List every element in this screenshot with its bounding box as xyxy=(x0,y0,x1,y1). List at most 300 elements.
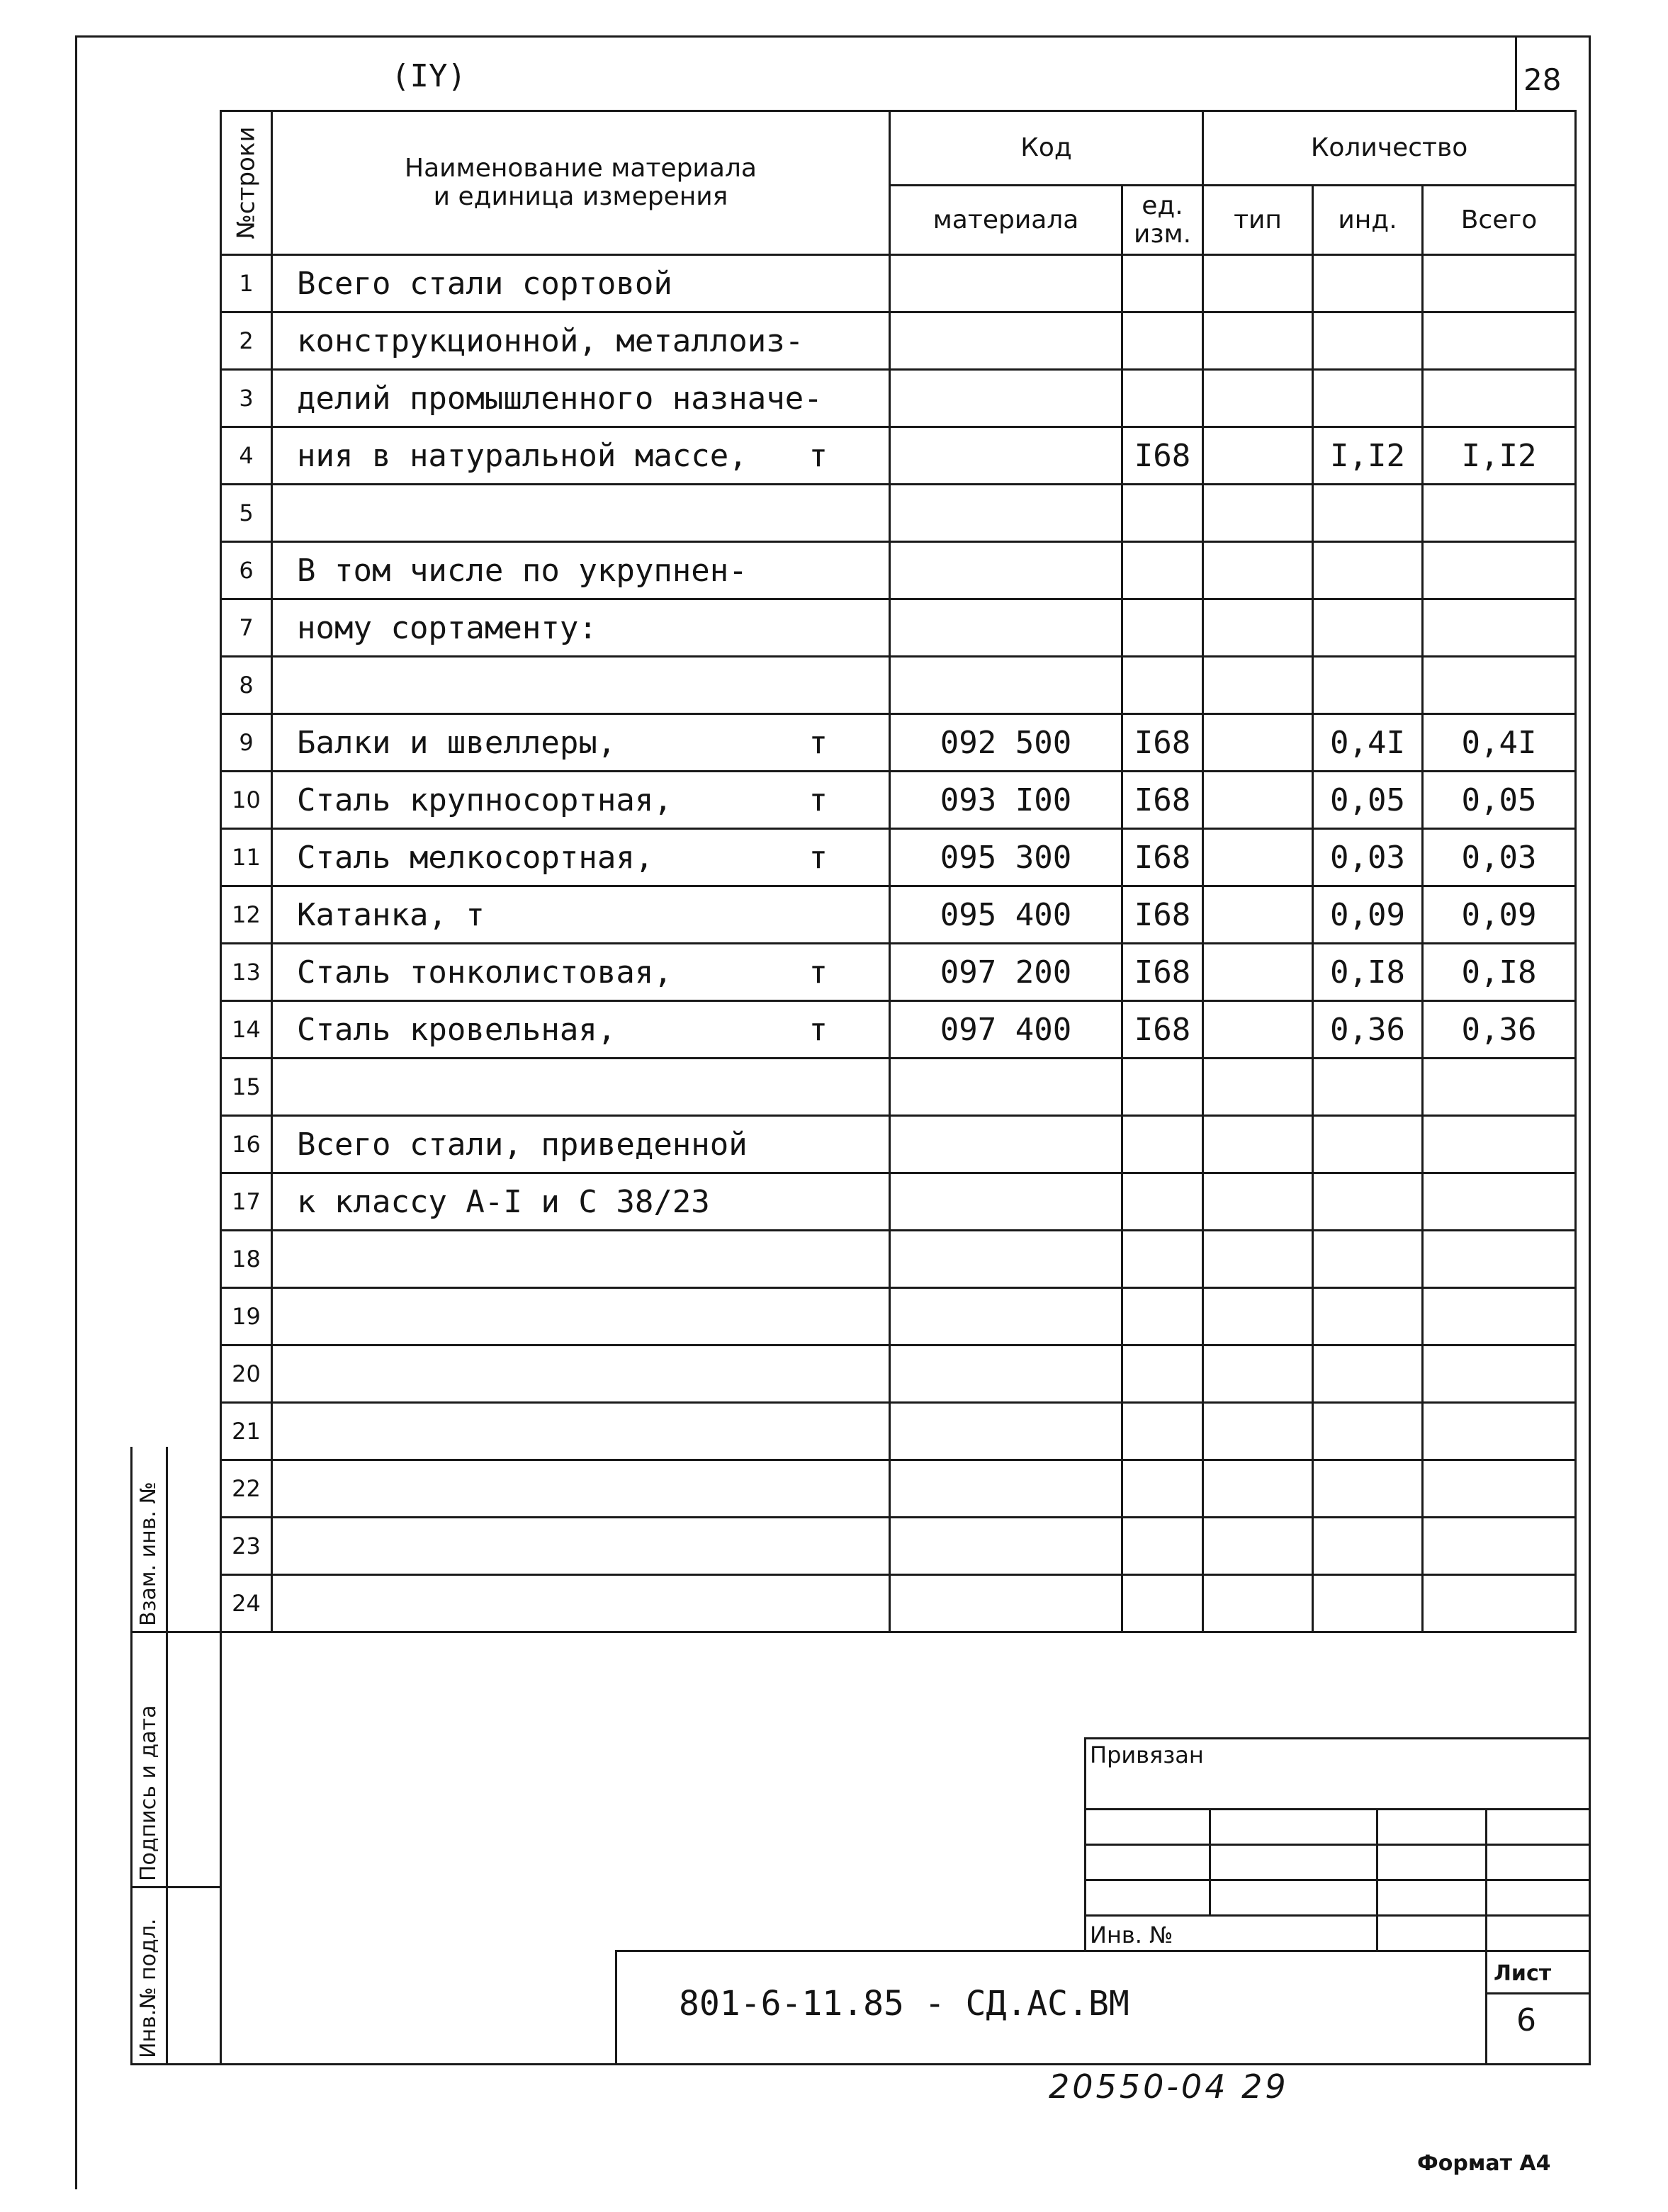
stamp-main-top xyxy=(615,1950,1591,1952)
archive-number: 20550-04 29 xyxy=(1049,2067,1289,2106)
material-code: 097 200 xyxy=(940,954,1072,991)
quantity-ind-cell xyxy=(1313,772,1423,829)
quantity-total-cell xyxy=(1423,657,1576,714)
quantity-ind: 0,I8 xyxy=(1330,954,1405,991)
unit-code-cell xyxy=(1122,657,1203,714)
material-name: Балки и швеллеры, xyxy=(297,724,616,761)
row-number-cell xyxy=(221,714,272,772)
stamp-grid-row4 xyxy=(1084,1914,1591,1917)
material-code-cell xyxy=(890,1345,1122,1403)
table-row xyxy=(221,485,1576,542)
quantity-ind-cell xyxy=(1313,1231,1423,1288)
quantity-ind-cell xyxy=(1313,944,1423,1001)
quantity-total-cell xyxy=(1423,944,1576,1001)
stamp-inv-no-label: Инв. № xyxy=(1090,1922,1173,1948)
material-name-cell xyxy=(272,485,890,542)
quantity-type-cell xyxy=(1203,1345,1313,1403)
material-name-cell xyxy=(272,1116,890,1173)
quantity-ind-cell xyxy=(1313,370,1423,427)
unit-code-cell xyxy=(1122,1173,1203,1231)
row-number-cell xyxy=(221,1403,272,1460)
quantity-total-cell xyxy=(1423,599,1576,657)
table-row xyxy=(221,1345,1576,1403)
header-row-number xyxy=(221,111,272,255)
unit-code-cell xyxy=(1122,255,1203,312)
row-number-cell xyxy=(221,1001,272,1059)
unit-code: I68 xyxy=(1134,724,1191,761)
row-number: 19 xyxy=(232,1303,261,1330)
quantity-ind-cell xyxy=(1313,886,1423,944)
quantity-ind-cell xyxy=(1313,427,1423,485)
row-number-cell xyxy=(221,427,272,485)
quantity-total: 0,I8 xyxy=(1461,954,1537,991)
material-code-cell xyxy=(890,944,1122,1001)
header-total: Всего xyxy=(1423,186,1576,255)
row-number: 7 xyxy=(239,614,254,641)
stamp-privyazan-top xyxy=(1084,1737,1591,1739)
unit-code: I68 xyxy=(1134,781,1191,818)
quantity-total-cell xyxy=(1423,1001,1576,1059)
row-number-cell xyxy=(221,886,272,944)
format-label: Формат А4 xyxy=(1417,2151,1551,2176)
quantity-type-cell xyxy=(1203,255,1313,312)
unit-code-cell xyxy=(1122,370,1203,427)
row-number: 11 xyxy=(232,844,261,871)
table-row xyxy=(221,829,1576,886)
quantity-ind-cell xyxy=(1313,1001,1423,1059)
row-number: 4 xyxy=(239,442,254,469)
header-unit xyxy=(1122,186,1203,255)
material-name-cell xyxy=(272,657,890,714)
quantity-total: 0,05 xyxy=(1461,781,1537,818)
table-row xyxy=(221,1460,1576,1518)
header-unit-line2: изм. xyxy=(1133,219,1192,249)
stamp-grid-col2 xyxy=(1376,1808,1378,1950)
row-number-cell xyxy=(221,255,272,312)
material-name: конструкционной, металлоиз- xyxy=(297,322,804,359)
quantity-total-cell xyxy=(1423,485,1576,542)
page-number-box-left xyxy=(1515,35,1517,110)
row-number: 23 xyxy=(232,1533,261,1559)
material-code: 092 500 xyxy=(940,724,1072,761)
material-code-cell xyxy=(890,312,1122,370)
row-number-cell xyxy=(221,657,272,714)
header-material-code: материала xyxy=(890,186,1122,255)
table-row xyxy=(221,1059,1576,1116)
material-name-cell xyxy=(272,829,890,886)
quantity-ind-cell xyxy=(1313,657,1423,714)
quantity-total-cell xyxy=(1423,714,1576,772)
row-number-cell xyxy=(221,1345,272,1403)
side-label-vzam: Взам. инв. № xyxy=(136,1482,161,1626)
material-name: В том числе по укрупнен- xyxy=(297,552,748,589)
material-code-cell xyxy=(890,1518,1122,1575)
quantity-total: 0,09 xyxy=(1461,896,1537,933)
material-name: Сталь мелкосортная, xyxy=(297,839,654,876)
material-name: Сталь кровельная, xyxy=(297,1011,616,1048)
table-row xyxy=(221,1173,1576,1231)
material-code-cell xyxy=(890,599,1122,657)
table-row xyxy=(221,1231,1576,1288)
table-row xyxy=(221,886,1576,944)
quantity-ind-cell xyxy=(1313,1288,1423,1345)
quantity-ind: I,I2 xyxy=(1330,437,1405,474)
side-strip-divider2 xyxy=(130,1886,220,1888)
row-number-cell xyxy=(221,312,272,370)
quantity-total-cell xyxy=(1423,772,1576,829)
row-number-cell xyxy=(221,1460,272,1518)
quantity-total-cell xyxy=(1423,312,1576,370)
quantity-type-cell xyxy=(1203,1575,1313,1632)
quantity-total-cell xyxy=(1423,427,1576,485)
table-row xyxy=(221,370,1576,427)
unit-code-cell xyxy=(1122,1518,1203,1575)
quantity-ind: 0,03 xyxy=(1330,839,1405,876)
table-left-extension xyxy=(220,1623,222,2065)
quantity-ind-cell xyxy=(1313,1345,1423,1403)
table-row xyxy=(221,1575,1576,1632)
header-material-name xyxy=(272,111,890,255)
row-number-cell xyxy=(221,1231,272,1288)
quantity-type-cell xyxy=(1203,657,1313,714)
materials-table xyxy=(220,110,1577,1633)
row-number-cell xyxy=(221,599,272,657)
unit-code: I68 xyxy=(1134,954,1191,991)
quantity-type-cell xyxy=(1203,714,1313,772)
stamp-grid-col1 xyxy=(1209,1808,1211,1914)
table-row xyxy=(221,255,1576,312)
material-code: 095 300 xyxy=(940,839,1072,876)
material-name-cell xyxy=(272,255,890,312)
row-number-cell xyxy=(221,1518,272,1575)
table-row xyxy=(221,1403,1576,1460)
row-number-cell xyxy=(221,944,272,1001)
quantity-type-cell xyxy=(1203,1116,1313,1173)
quantity-total-cell xyxy=(1423,1059,1576,1116)
page-number: 28 xyxy=(1523,62,1562,97)
unit-code-cell xyxy=(1122,599,1203,657)
quantity-ind: 0,09 xyxy=(1330,896,1405,933)
row-number: 20 xyxy=(232,1360,261,1387)
row-number-cell xyxy=(221,1288,272,1345)
stamp-list-label: Лист xyxy=(1494,1961,1552,1986)
quantity-ind-cell xyxy=(1313,1460,1423,1518)
material-code-cell xyxy=(890,1231,1122,1288)
unit-code-cell xyxy=(1122,1059,1203,1116)
row-number-cell xyxy=(221,1575,272,1632)
unit-code-cell xyxy=(1122,1345,1203,1403)
table-row xyxy=(221,714,1576,772)
stamp-privyazan-label: Привязан xyxy=(1090,1742,1204,1768)
material-code: 093 I00 xyxy=(940,781,1072,818)
quantity-type-cell xyxy=(1203,944,1313,1001)
quantity-type-cell xyxy=(1203,1403,1313,1460)
material-name-cell xyxy=(272,370,890,427)
row-number: 3 xyxy=(239,385,254,412)
material-code-cell xyxy=(890,829,1122,886)
row-number: 14 xyxy=(232,1016,261,1043)
quantity-ind-cell xyxy=(1313,1116,1423,1173)
quantity-type-cell xyxy=(1203,485,1313,542)
material-name: делий промышленного назначе- xyxy=(297,380,823,417)
stamp-document-code: 801-6-11.85 - СД.АС.ВМ xyxy=(679,1984,1129,2024)
side-label-podpis: Подпись и дата xyxy=(136,1705,161,1881)
material-code-cell xyxy=(890,714,1122,772)
quantity-total-cell xyxy=(1423,1518,1576,1575)
material-code-cell xyxy=(890,657,1122,714)
material-code-cell xyxy=(890,427,1122,485)
quantity-ind: 0,05 xyxy=(1330,781,1405,818)
material-name-cell xyxy=(272,772,890,829)
quantity-total: 0,03 xyxy=(1461,839,1537,876)
quantity-ind-cell xyxy=(1313,1173,1423,1231)
quantity-total-cell xyxy=(1423,886,1576,944)
header-type: тип xyxy=(1203,186,1313,255)
quantity-total-cell xyxy=(1423,542,1576,599)
material-code-cell xyxy=(890,485,1122,542)
material-name: ному сортаменту: xyxy=(297,609,597,646)
unit-code-cell xyxy=(1122,714,1203,772)
stamp-grid-row2 xyxy=(1084,1844,1591,1846)
quantity-type-cell xyxy=(1203,542,1313,599)
material-code-cell xyxy=(890,1460,1122,1518)
stamp-grid-col3 xyxy=(1485,1808,1487,1950)
table-row xyxy=(221,1518,1576,1575)
quantity-ind-cell xyxy=(1313,1059,1423,1116)
material-code-cell xyxy=(890,542,1122,599)
header-unit-line1: ед. xyxy=(1142,191,1183,220)
table-row xyxy=(221,1001,1576,1059)
stamp-list-number: 6 xyxy=(1516,2002,1536,2038)
material-code-cell xyxy=(890,1116,1122,1173)
unit-code: I68 xyxy=(1134,1011,1191,1048)
unit-code-cell xyxy=(1122,312,1203,370)
table-row xyxy=(221,1116,1576,1173)
side-strip-inner xyxy=(166,1447,168,2065)
quantity-total-cell xyxy=(1423,1288,1576,1345)
frame-left-line xyxy=(75,35,77,2189)
quantity-total-cell xyxy=(1423,255,1576,312)
material-name-cell xyxy=(272,599,890,657)
material-name-cell xyxy=(272,1403,890,1460)
row-number: 22 xyxy=(232,1475,261,1502)
material-name-cell xyxy=(272,944,890,1001)
unit-code-cell xyxy=(1122,485,1203,542)
quantity-total-cell xyxy=(1423,1345,1576,1403)
material-name: Сталь тонколистовая, xyxy=(297,954,672,991)
quantity-total: I,I2 xyxy=(1461,437,1537,474)
quantity-ind-cell xyxy=(1313,312,1423,370)
header-row-number-label: №строки xyxy=(231,126,260,239)
row-number: 18 xyxy=(232,1246,261,1273)
material-name: Всего стали сортовой xyxy=(297,265,672,302)
material-code-cell xyxy=(890,1288,1122,1345)
quantity-type-cell xyxy=(1203,1518,1313,1575)
quantity-total-cell xyxy=(1423,1173,1576,1231)
quantity-ind-cell xyxy=(1313,542,1423,599)
unit-code-cell xyxy=(1122,1001,1203,1059)
material-code-cell xyxy=(890,370,1122,427)
stamp-list-left xyxy=(1485,1950,1487,2065)
unit-mark: т xyxy=(808,724,828,761)
material-code-cell xyxy=(890,1173,1122,1231)
unit-code-cell xyxy=(1122,1460,1203,1518)
unit-mark: т xyxy=(808,781,828,818)
quantity-total-cell xyxy=(1423,1116,1576,1173)
quantity-ind-cell xyxy=(1313,599,1423,657)
row-number: 12 xyxy=(232,901,261,928)
unit-code-cell xyxy=(1122,1231,1203,1288)
material-code-cell xyxy=(890,1001,1122,1059)
table-row xyxy=(221,657,1576,714)
quantity-type-cell xyxy=(1203,599,1313,657)
table-row xyxy=(221,542,1576,599)
material-name-cell xyxy=(272,1518,890,1575)
unit-code-cell xyxy=(1122,886,1203,944)
header-quantity: Количество xyxy=(1203,111,1576,186)
row-number-cell xyxy=(221,772,272,829)
material-code-cell xyxy=(890,1403,1122,1460)
frame-top-line xyxy=(75,35,1590,38)
material-name: к классу А-I и С 38/23 xyxy=(297,1183,710,1220)
unit-code-cell xyxy=(1122,1116,1203,1173)
material-code-cell xyxy=(890,772,1122,829)
stamp-grid-row3 xyxy=(1084,1879,1591,1881)
table-row xyxy=(221,312,1576,370)
quantity-ind: 0,4I xyxy=(1330,724,1405,761)
quantity-ind-cell xyxy=(1313,829,1423,886)
table-row xyxy=(221,599,1576,657)
unit-code-cell xyxy=(1122,944,1203,1001)
row-number: 9 xyxy=(239,729,254,756)
material-code-cell xyxy=(890,1575,1122,1632)
quantity-type-cell xyxy=(1203,886,1313,944)
material-name-cell xyxy=(272,312,890,370)
unit-code-cell xyxy=(1122,1575,1203,1632)
unit-code-cell xyxy=(1122,1403,1203,1460)
row-number: 16 xyxy=(232,1131,261,1158)
row-number-cell xyxy=(221,1059,272,1116)
sheet-marker: (IY) xyxy=(391,58,466,94)
unit-code-cell xyxy=(1122,542,1203,599)
side-strip-divider1 xyxy=(130,1631,220,1633)
unit-mark: т xyxy=(808,954,828,991)
row-number: 2 xyxy=(239,327,254,354)
stamp-main-left xyxy=(615,1950,617,2065)
quantity-ind-cell xyxy=(1313,714,1423,772)
row-number: 1 xyxy=(239,270,254,297)
quantity-ind: 0,36 xyxy=(1330,1011,1405,1048)
unit-code-cell xyxy=(1122,772,1203,829)
quantity-total-cell xyxy=(1423,1403,1576,1460)
material-name: ния в натуральной массе, xyxy=(297,437,748,474)
side-label-inv-podl: Инв.№ подл. xyxy=(136,1918,161,2058)
material-name: Всего стали, приведенной xyxy=(297,1126,748,1163)
quantity-total-cell xyxy=(1423,829,1576,886)
row-number: 15 xyxy=(232,1073,261,1100)
unit-code: I68 xyxy=(1134,839,1191,876)
material-name-cell xyxy=(272,542,890,599)
side-strip-bottom xyxy=(130,2063,1591,2065)
material-name-cell xyxy=(272,427,890,485)
quantity-ind-cell xyxy=(1313,255,1423,312)
header-ind: инд. xyxy=(1313,186,1423,255)
row-number: 8 xyxy=(239,672,254,699)
material-name: Сталь крупносортная, xyxy=(297,781,672,818)
table-row xyxy=(221,944,1576,1001)
quantity-type-cell xyxy=(1203,370,1313,427)
row-number-cell xyxy=(221,1116,272,1173)
quantity-total-cell xyxy=(1423,1231,1576,1288)
row-number: 13 xyxy=(232,959,261,986)
row-number-cell xyxy=(221,542,272,599)
row-number: 21 xyxy=(232,1418,261,1445)
stamp-grid-row1 xyxy=(1084,1808,1591,1810)
unit-mark: т xyxy=(808,437,828,474)
material-name-cell xyxy=(272,1288,890,1345)
table-row xyxy=(221,772,1576,829)
quantity-type-cell xyxy=(1203,1460,1313,1518)
unit-mark: т xyxy=(808,1011,828,1048)
unit-code: I68 xyxy=(1134,896,1191,933)
material-code: 097 400 xyxy=(940,1011,1072,1048)
side-strip-left xyxy=(130,1447,133,2065)
row-number: 17 xyxy=(232,1188,261,1215)
quantity-total: 0,4I xyxy=(1461,724,1537,761)
material-name-cell xyxy=(272,714,890,772)
material-name: Катанка, т xyxy=(297,896,485,933)
material-code-cell xyxy=(890,255,1122,312)
material-code-cell xyxy=(890,886,1122,944)
quantity-ind-cell xyxy=(1313,1518,1423,1575)
header-code: Код xyxy=(890,111,1203,186)
unit-code-cell xyxy=(1122,829,1203,886)
quantity-type-cell xyxy=(1203,1173,1313,1231)
material-name-cell xyxy=(272,1460,890,1518)
material-name-cell xyxy=(272,1575,890,1632)
unit-code-cell xyxy=(1122,1288,1203,1345)
header-name-line2: и единица измерения xyxy=(433,182,728,211)
material-name-cell xyxy=(272,1173,890,1231)
table-row xyxy=(221,427,1576,485)
quantity-type-cell xyxy=(1203,1059,1313,1116)
row-number-cell xyxy=(221,829,272,886)
unit-code-cell xyxy=(1122,427,1203,485)
row-number: 6 xyxy=(239,557,254,584)
row-number-cell xyxy=(221,1173,272,1231)
quantity-total-cell xyxy=(1423,1460,1576,1518)
table-row xyxy=(221,1288,1576,1345)
quantity-total-cell xyxy=(1423,1575,1576,1632)
quantity-ind-cell xyxy=(1313,1575,1423,1632)
frame-right-line xyxy=(1589,35,1591,2063)
material-name-cell xyxy=(272,886,890,944)
material-code: 095 400 xyxy=(940,896,1072,933)
unit-mark: т xyxy=(808,839,828,876)
row-number: 10 xyxy=(232,786,261,813)
material-code-cell xyxy=(890,1059,1122,1116)
quantity-total-cell xyxy=(1423,370,1576,427)
row-number: 24 xyxy=(232,1590,261,1617)
quantity-type-cell xyxy=(1203,772,1313,829)
stamp-list-divider xyxy=(1485,1992,1591,1994)
quantity-total: 0,36 xyxy=(1461,1011,1537,1048)
quantity-type-cell xyxy=(1203,312,1313,370)
quantity-type-cell xyxy=(1203,1231,1313,1288)
quantity-ind-cell xyxy=(1313,485,1423,542)
quantity-type-cell xyxy=(1203,1001,1313,1059)
quantity-ind-cell xyxy=(1313,1403,1423,1460)
